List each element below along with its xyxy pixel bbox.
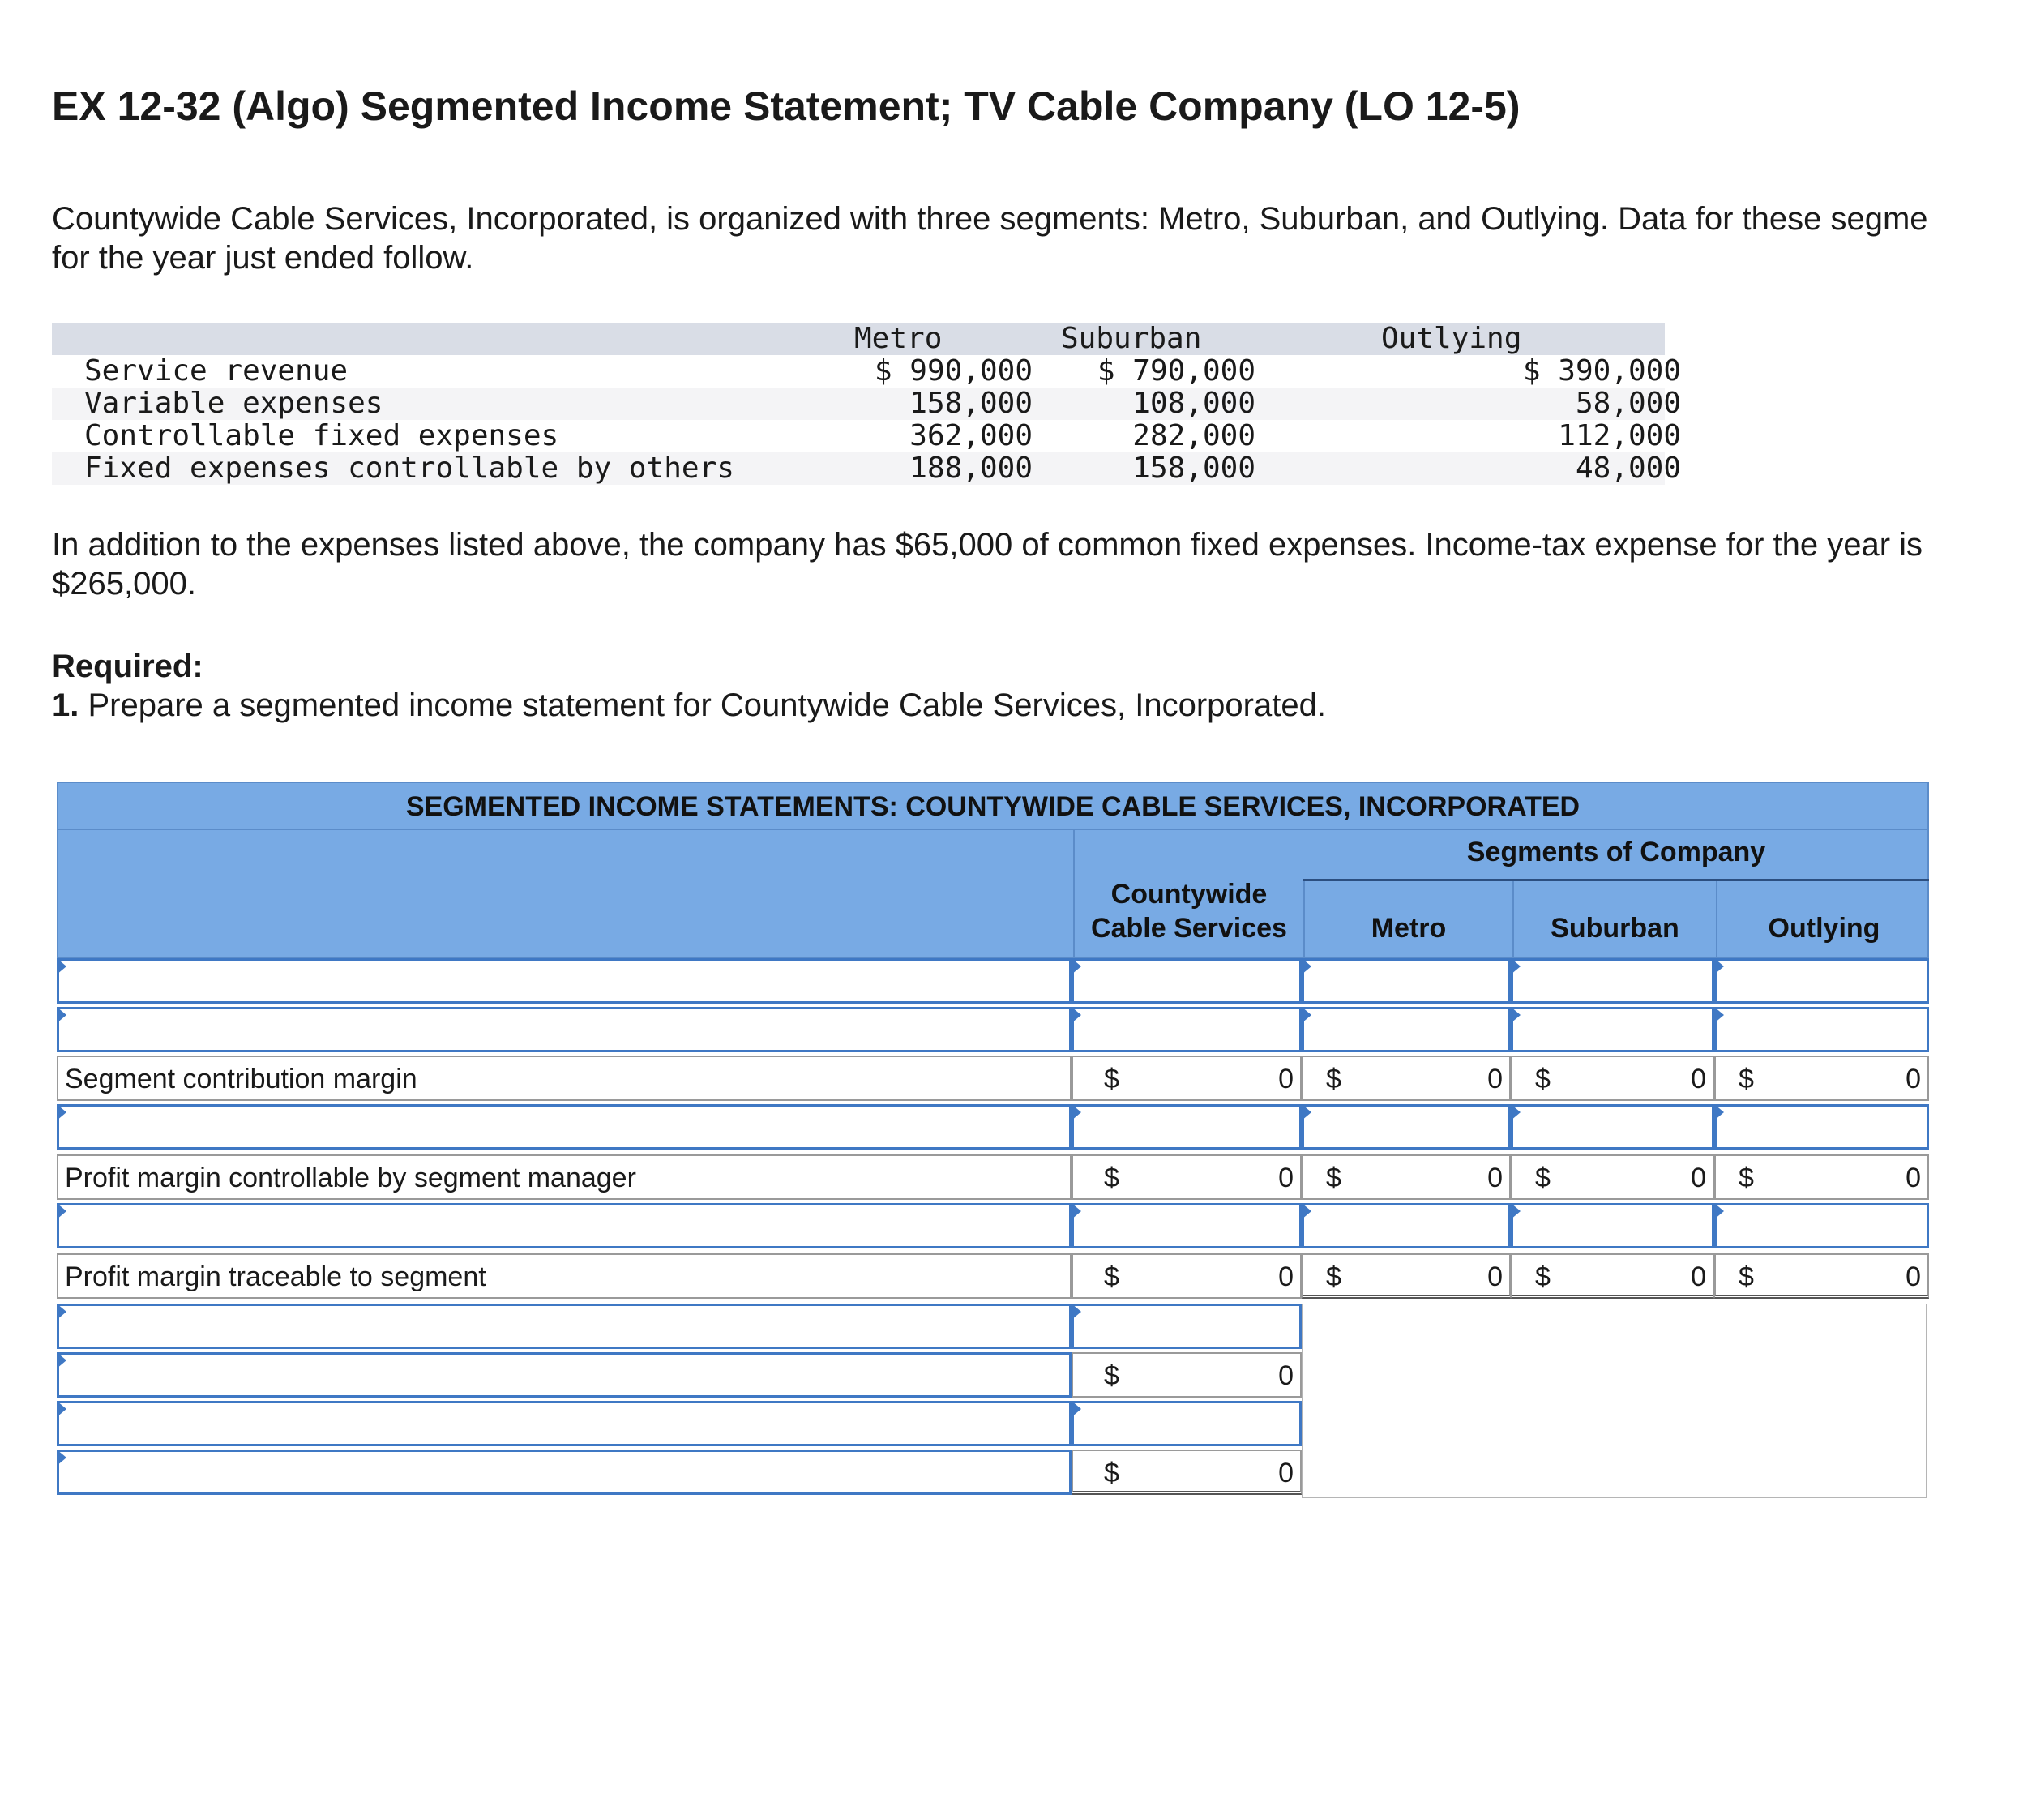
data-header-suburban: Suburban	[1061, 322, 1202, 355]
worksheet-row	[57, 1203, 1929, 1252]
required-item-1	[52, 687, 1326, 724]
total-value: 0	[1278, 1163, 1294, 1193]
data-value-metro: 188,000	[909, 452, 1033, 485]
segments-of-company-header: Segments of Company	[1466, 837, 1766, 867]
outlying-amount-input[interactable]	[1714, 1007, 1929, 1052]
dollar-sign: $	[1104, 1261, 1119, 1292]
required-item-number: 1.	[52, 687, 79, 723]
data-row-label: Variable expenses	[84, 387, 383, 420]
metro-amount-input[interactable]	[1302, 1007, 1511, 1052]
data-row-label: Service revenue	[84, 354, 349, 388]
dollar-sign: $	[1535, 1261, 1551, 1292]
required-heading: Required:	[52, 649, 203, 684]
outlying-amount-input[interactable]	[1714, 1104, 1929, 1150]
line-item-label-input[interactable]	[57, 1401, 1072, 1446]
col-header-outlying: Outlying	[1768, 913, 1880, 944]
total-value: 0	[1691, 1064, 1706, 1094]
metro-amount-input[interactable]	[1302, 958, 1511, 1004]
data-value-outlying: 58,000	[1575, 387, 1681, 420]
dollar-sign: $	[1739, 1163, 1754, 1193]
profit-margin-traceable-label	[57, 1253, 1072, 1299]
outlying-total-cell	[1714, 1253, 1929, 1299]
total-value: 0	[1487, 1064, 1503, 1094]
total-value: 0	[1691, 1261, 1706, 1292]
intro-line-1: Countywide Cable Services, Incorporated, is organized with three segments: Metro, Suburban, and Outlying. Data for these segme	[52, 201, 1928, 237]
intro-line-2: for the year just ended follow.	[52, 240, 474, 276]
countywide-net-income-cell	[1072, 1450, 1302, 1495]
line-item-label-input[interactable]	[57, 1352, 1072, 1398]
data-value-suburban: 108,000	[1132, 387, 1255, 420]
suburban-amount-input[interactable]	[1511, 1007, 1714, 1052]
dollar-sign: $	[1104, 1458, 1119, 1488]
total-value: 0	[1906, 1261, 1921, 1292]
required-item-text: Prepare a segmented income statement for Countywide Cable Services, Incorporated.	[79, 687, 1326, 723]
col-header-countywide-line2: Cable Services	[1091, 913, 1287, 944]
outlying-amount-input[interactable]	[1714, 958, 1929, 1004]
dollar-sign: $	[1326, 1163, 1341, 1193]
segment-contribution-margin-label	[57, 1056, 1072, 1101]
total-value: 0	[1487, 1261, 1503, 1292]
total-value: 0	[1906, 1163, 1921, 1193]
dollar-sign: $	[1535, 1163, 1551, 1193]
outlying-total-cell	[1714, 1154, 1929, 1200]
page-title: EX 12-32 (Algo) Segmented Income Statement; TV Cable Company (LO 12-5)	[52, 84, 1521, 129]
suburban-total-cell	[1511, 1154, 1714, 1200]
metro-amount-input[interactable]	[1302, 1104, 1511, 1150]
suburban-amount-input[interactable]	[1511, 1104, 1714, 1150]
data-value-metro: 362,000	[909, 419, 1033, 452]
countywide-amount-input[interactable]	[1072, 958, 1302, 1004]
metro-total-cell	[1302, 1154, 1511, 1200]
metro-amount-input[interactable]	[1302, 1203, 1511, 1248]
additional-line-1: In addition to the expenses listed above, the company has $65,000 of common fixed expenses. Income-tax expense for the year is	[52, 527, 1923, 563]
countywide-total-cell	[1072, 1253, 1302, 1299]
total-value: 0	[1278, 1360, 1294, 1391]
dollar-sign: $	[1326, 1261, 1341, 1292]
problem-intro	[52, 199, 1928, 277]
data-value-metro: $ 990,000	[874, 354, 1033, 388]
outlying-total-cell	[1714, 1056, 1929, 1101]
dollar-sign: $	[1104, 1064, 1119, 1094]
segments-underline	[1303, 879, 1929, 881]
suburban-total-cell	[1511, 1253, 1714, 1299]
worksheet-title: SEGMENTED INCOME STATEMENTS: COUNTYWIDE CABLE SERVICES, INCORPORATED	[57, 782, 1929, 830]
col-header-metro: Metro	[1371, 913, 1447, 944]
worksheet-row	[57, 958, 1929, 1007]
countywide-amount-input[interactable]	[1072, 1104, 1302, 1150]
countywide-amount-input[interactable]	[1072, 1007, 1302, 1052]
segment-data-table	[52, 322, 1681, 485]
metro-total-cell	[1302, 1056, 1511, 1101]
col-header-suburban: Suburban	[1551, 913, 1679, 944]
total-value: 0	[1278, 1261, 1294, 1292]
dollar-sign: $	[1104, 1163, 1119, 1193]
data-value-outlying: 48,000	[1575, 452, 1681, 485]
suburban-amount-input[interactable]	[1511, 958, 1714, 1004]
worksheet-row	[57, 1056, 1929, 1104]
suburban-total-cell	[1511, 1056, 1714, 1101]
dollar-sign: $	[1739, 1064, 1754, 1094]
countywide-amount-input[interactable]	[1072, 1203, 1302, 1248]
countywide-amount-input[interactable]	[1072, 1401, 1302, 1446]
worksheet-row	[57, 1154, 1929, 1203]
line-item-label-input[interactable]	[57, 1450, 1072, 1495]
line-item-label-input[interactable]	[57, 1203, 1072, 1248]
data-value-suburban: $ 790,000	[1097, 354, 1255, 388]
total-value: 0	[1278, 1064, 1294, 1094]
data-header-metro: Metro	[854, 322, 943, 355]
col-header-countywide	[1075, 877, 1303, 945]
worksheet-row	[57, 1104, 1929, 1153]
total-value: 0	[1487, 1163, 1503, 1193]
data-value-suburban: 158,000	[1132, 452, 1255, 485]
row-label-text: Segment contribution margin	[65, 1064, 417, 1094]
profit-margin-controllable-label	[57, 1154, 1072, 1200]
additional-line-2: $265,000.	[52, 566, 196, 602]
worksheet-row	[57, 1253, 1929, 1302]
metro-total-cell	[1302, 1253, 1511, 1299]
line-item-label-input[interactable]	[57, 1104, 1072, 1150]
data-header-outlying: Outlying	[1381, 322, 1522, 355]
suburban-amount-input[interactable]	[1511, 1203, 1714, 1248]
worksheet-header	[57, 830, 1929, 958]
dollar-sign: $	[1104, 1360, 1119, 1391]
countywide-total-cell	[1072, 1352, 1302, 1398]
row-label-text: Profit margin controllable by segment manager	[65, 1163, 636, 1193]
dollar-sign: $	[1739, 1261, 1754, 1292]
line-item-label-input[interactable]	[57, 1007, 1072, 1052]
segmented-income-worksheet	[57, 782, 1929, 1534]
outlying-amount-input[interactable]	[1714, 1203, 1929, 1248]
col-header-countywide-line1: Countywide	[1110, 879, 1268, 910]
countywide-amount-input[interactable]	[1072, 1304, 1302, 1349]
worksheet-row	[57, 1007, 1929, 1056]
data-value-outlying: $ 390,000	[1522, 354, 1681, 388]
empty-segment-area	[1302, 1304, 1927, 1498]
total-value: 0	[1691, 1163, 1706, 1193]
countywide-total-cell	[1072, 1056, 1302, 1101]
countywide-total-cell	[1072, 1154, 1302, 1200]
data-row-label: Fixed expenses controllable by others	[84, 452, 734, 485]
dollar-sign: $	[1326, 1064, 1341, 1094]
line-item-label-input[interactable]	[57, 1304, 1072, 1349]
data-row-label: Controllable fixed expenses	[84, 419, 559, 452]
total-value: 0	[1906, 1064, 1921, 1094]
additional-info	[52, 525, 1923, 603]
data-value-metro: 158,000	[909, 387, 1033, 420]
line-item-label-input[interactable]	[57, 958, 1072, 1004]
total-value: 0	[1278, 1458, 1294, 1488]
dollar-sign: $	[1535, 1064, 1551, 1094]
row-label-text: Profit margin traceable to segment	[65, 1261, 486, 1292]
data-value-outlying: 112,000	[1558, 419, 1681, 452]
data-value-suburban: 282,000	[1132, 419, 1255, 452]
